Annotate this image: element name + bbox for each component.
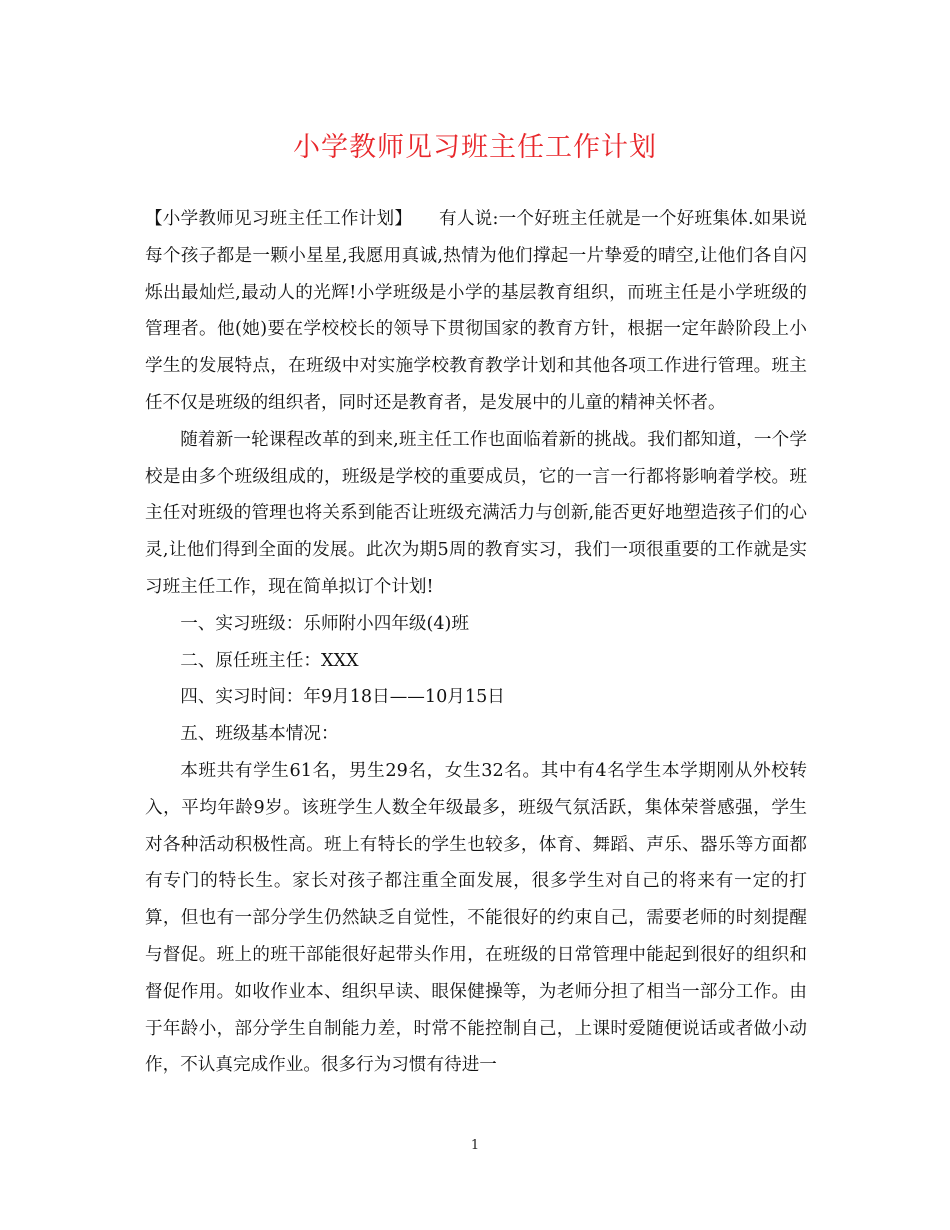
paragraph-intro: 【小学教师见习班主任工作计划】 有人说:一个好班主任就是一个好班集体.如果说每个孩子都是一颗小星星,我愿用真诚,热情为他们撑起一片挚爱的晴空,让他们各自闪烁出最灿烂,最动人的光辉!小学班级是小学的基层教育组织，而班主任是小学班级的管理者。他(她)要在学校校长的领导下贯彻国家的教育方针，根据一定年龄阶段上小学生的发展特点，在班级中对实施学校教育教学计划和其他各项工作进行管理。班主任不仅是班级的组织者，同时还是教育者，是发展中的儿童的精神关怀者。: [145, 209, 807, 413]
item-internship-time: 四、实习时间：年9月18日——10月15日: [180, 687, 505, 708]
page-number: 1: [470, 1138, 480, 1153]
document-body: [145, 201, 807, 1084]
item-internship-class: 一、实习班级：乐师附小四年级(4)班: [180, 613, 470, 634]
paragraph-class-situation: 本班共有学生61名，男生29名，女生32名。其中有4名学生本学期刚从外校转入，平均年龄9岁。该班学生人数全年级最多，班级气氛活跃，集体荣誉感强，学生对各种活动积极性高。班上有特长的学生也较多，体育、舞蹈、声乐、器乐等方面都有专门的特长生。家长对孩子都注重全面发展，很多学生对自己的将来有一定的打算，但也有一部分学生仍然缺乏自觉性，不能很好的约束自己，需要老师的时刻提醒与督促。班上的班干部能很好起带头作用，在班级的日常管理中能起到很好的组织和督促作用。如收作业本、组织早读、眼保健操等，为老师分担了相当一部分工作。由于年龄小，部分学生自制能力差，时常不能控制自己，上课时爱随便说话或者做小动作，不认真完成作业。很多行为习惯有待进一: [145, 760, 807, 1076]
item-class-situation-heading: 五、班级基本情况：: [180, 724, 339, 745]
item-original-teacher: 二、原任班主任：XXX: [180, 650, 359, 671]
paragraph-challenge: 随着新一轮课程改革的到来,班主任工作也面临着新的挑战。我们都知道，一个学校是由多个班级组成的，班级是学校的重要成员，它的一言一行都将影响着学校。班主任对班级的管理也将关系到能否让班级充满活力与创新,能否更好地塑造孩子们的心灵,让他们得到全面的发展。此次为期5周的教育实习，我们一项很重要的工作就是实习班主任工作，现在简单拟订个计划!: [145, 429, 807, 597]
document-title: 小学教师见习班主任工作计划: [293, 132, 657, 163]
